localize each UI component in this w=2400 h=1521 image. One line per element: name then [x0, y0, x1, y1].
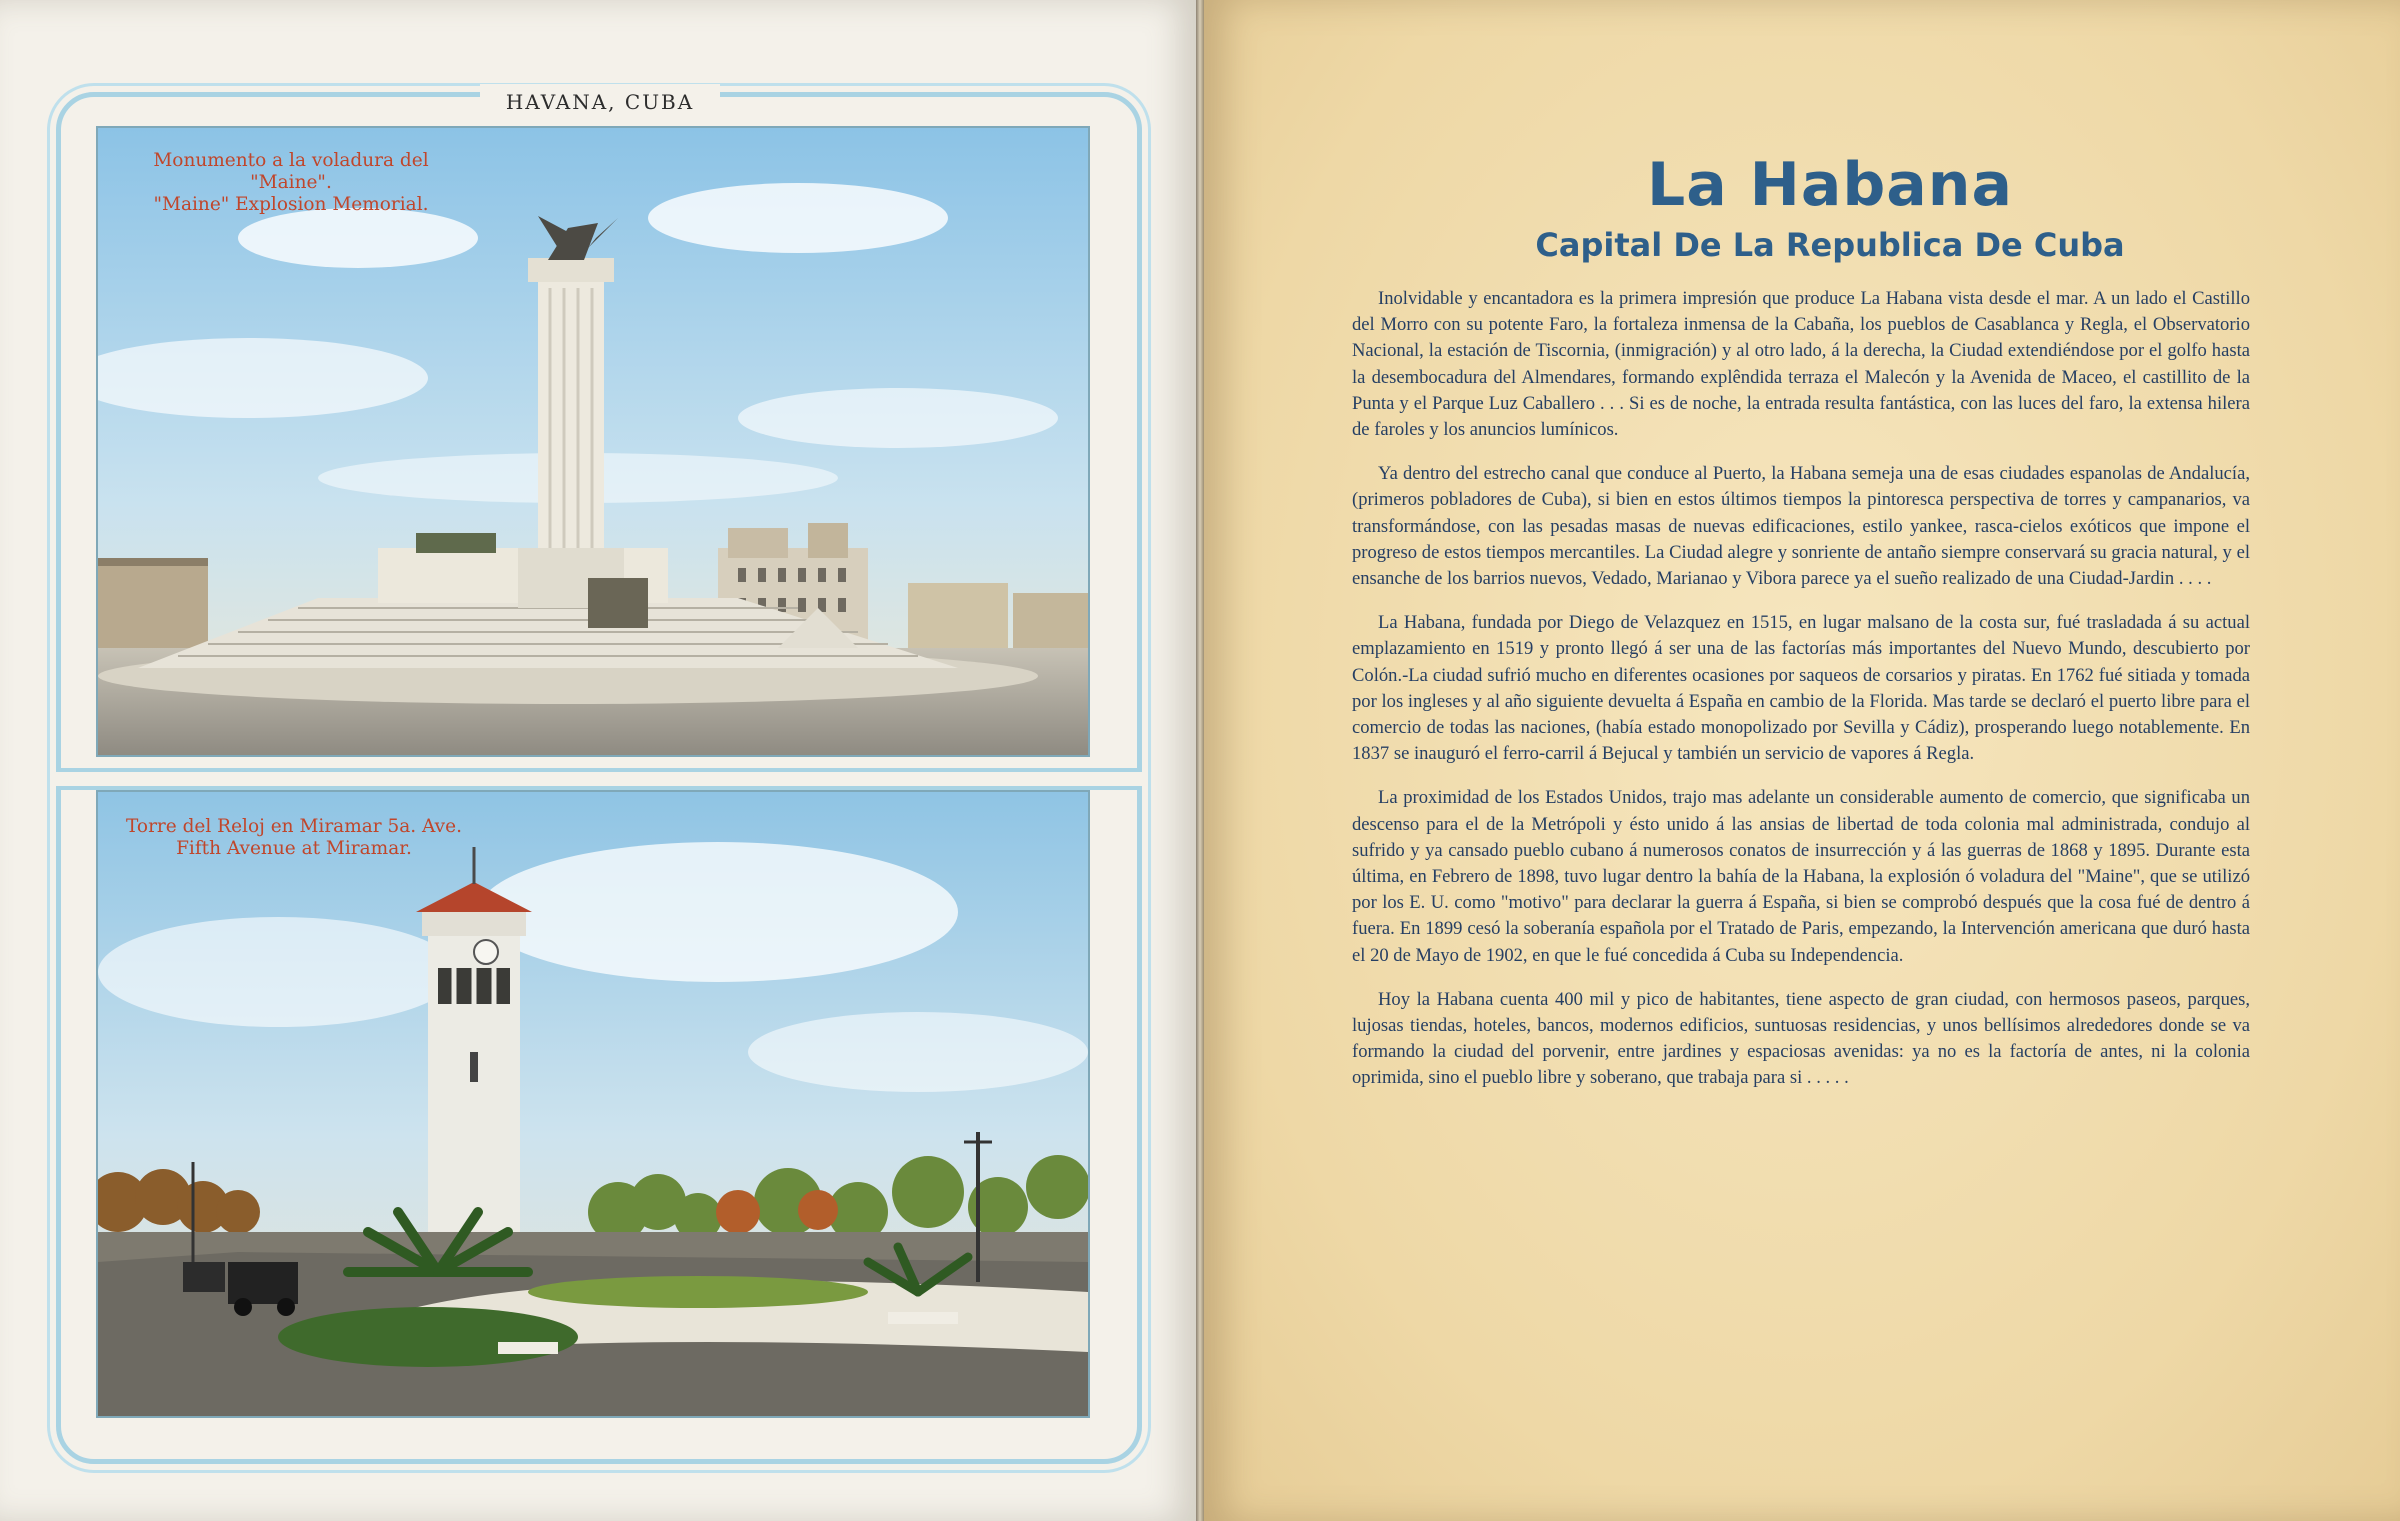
paragraph: La Habana, fundada por Diego de Velazquez en 1515, en lugar malsano de la costa sur, fué trasladada á su actual emplazamiento en 1519 y pronto llegó á ser una de las factorías más importantes del Nuevo Mundo, descubierto por Colón.-La ciudad sufrió mucho en diferentes ocasiones por saqueos de corsarios y piratas. En 1762 fué sitiada y tomada por los ingleses y al año siguiente devuelta á España en cambio de la Florida. Mas tarde se declaró el puerto libre para el comercio de todas las naciones, (había estado monopolizado por Sevilla y Cádiz), prosperando luego notablemente. En 1837 se inauguró el ferro-carril á Bejucal y también un servicio de vapores á Regla. [1352, 612, 2250, 765]
paragraph: Inolvidable y encantadora es la primera impresión que produce La Habana vista desde el mar. A un lado el Castillo del Morro con su potente Faro, la fortaleza inmensa de la Cabaña, los pueblos de Casablanca y Regla, el Observatorio Nacional, la estación de Tiscornia, (inmigración) y al otro lado, á la derecha, la Ciudad extendiéndose por el golfo hasta la desembocadura del Almendares, formando explêndida terraza el Malecón y la Avenida de Maceo, el castillito de la Punta y el Parque Luz Caballero . . . Si es de noche, la entrada resulta fantástica, con las luces del faro, la extensa hilera de faroles y los anuncios lumínicos. [1352, 288, 2250, 441]
article-body [1352, 286, 2250, 1110]
maine-memorial-photo [96, 126, 1090, 757]
page-fold [1196, 0, 1204, 1521]
caption-english: Fifth Avenue at Miramar. [176, 838, 412, 859]
page-header: HAVANA, CUBA [480, 84, 720, 120]
paragraph: Ya dentro del estrecho canal que conduce al Puerto, la Habana semeja una de esas ciudades espanolas de Andalucía, (primeros pobladores de Cuba), si bien en estos últimos tiempos la pintoresca perspectiva de torres y campanarios, va transformándose, con las pesadas masas de nuevas edificaciones, estilo yankee, rasca-cielos exóticos que impone el progreso de estos tiempos mercantiles. La Ciudad alegre y sonriente de antaño siempre conservará su gracia natural, y el ensanche de los barrios nuevos, Vedado, Marianao y Vibora parece ya el sueño realizado de una Ciudad-Jardin . . . . [1352, 463, 2250, 590]
caption-english: "Maine" Explosion Memorial. [153, 194, 429, 215]
maine-memorial-caption [118, 150, 464, 216]
miramar-caption [124, 816, 464, 860]
caption-spanish: Monumento a la voladura del "Maine". [153, 150, 429, 193]
paragraph: Hoy la Habana cuenta 400 mil y pico de habitantes, tiene aspecto de gran ciudad, con hermosos paseos, parques, lujosas tiendas, hoteles, bancos, modernos edificios, suntuosas residencias, y unos bellísimos alrededores donde se va formando la ciudad del porvenir, entre jardines y espaciosas avenidas: ya no es la factoría de antes, ni la colonia oprimida, sino el pueblo libre y soberano, que trabaja para si . . . . . [1352, 988, 2250, 1089]
caption-spanish: Torre del Reloj en Miramar 5a. Ave. [126, 816, 462, 837]
page-title: La Habana [1647, 150, 2013, 220]
frame-divider [56, 768, 1142, 790]
miramar-clock-tower-photo [96, 790, 1090, 1418]
page-subtitle: Capital De La Republica De Cuba [1535, 226, 2125, 264]
paragraph: La proximidad de los Estados Unidos, trajo mas adelante un considerable aumento de comercio, que significaba un descenso para el de la Metrópoli y ésto unido á las ansias de libertad de toda colonia mal administrada, condujo al sufrido y ya cansado pueblo cubano á numerosos conatos de insurrección y á las guerras de 1868 y 1895. Durante esta última, en Febrero de 1898, tuvo lugar dentro la bahía de la Habana, la explosión ó voladura del "Maine", que se utilizó por los E. U. como "motivo" para declarar la guerra á España, si bien se comprobó después que la cosa fué de dentro á fuera. En 1899 cesó la soberanía española por el Tratado de Paris, empezando, la Intervención americana que duró hasta el 20 de Mayo de 1902, en que le fué concedida á Cuba su Independencia. [1352, 787, 2250, 966]
